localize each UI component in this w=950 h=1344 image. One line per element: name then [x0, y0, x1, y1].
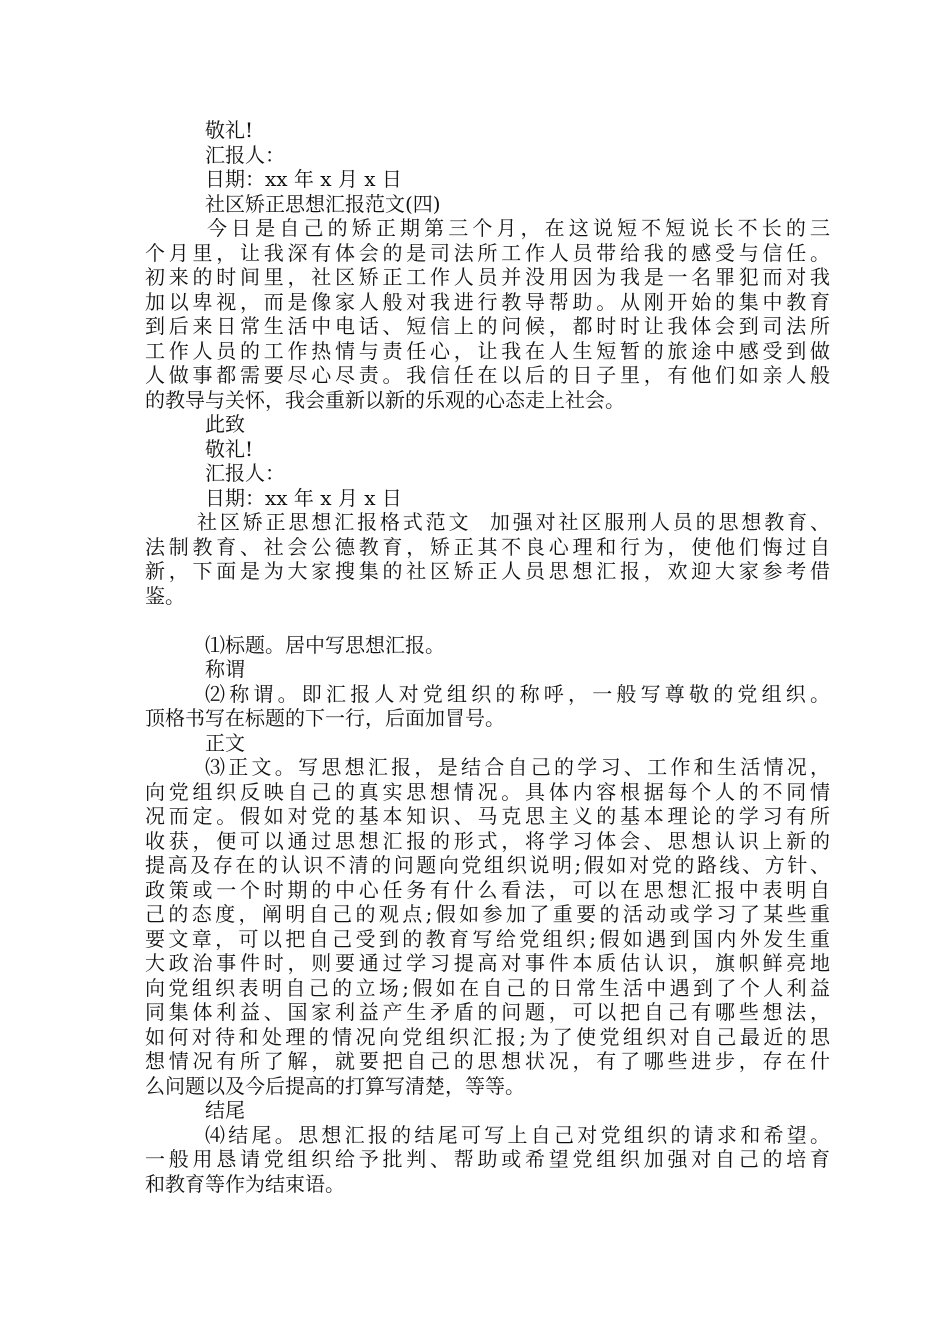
text-line: 的教导与关怀，我会重新以新的乐观的心态走上社会。 — [145, 387, 625, 412]
subheading: 称谓 — [205, 657, 245, 681]
text-line: 人做事都需要尽心尽责。我信任在以后的日子里，有他们如亲人般 — [145, 363, 830, 387]
text-line: 加以卑视，而是像家人般对我进行教导帮助。从刚开始的集中教育 — [145, 289, 830, 314]
text-line: 汇报人： — [205, 461, 285, 485]
text-line: 新，下面是为大家搜集的社区矫正人员思想汇报，欢迎大家参考借 — [145, 559, 830, 583]
text-line: 么问题以及今后提高的打算写清楚，等等。 — [145, 1073, 525, 1098]
text-line: 向党组织反映自己的真实思想情况。具体内容根据每个人的不同情 — [145, 779, 830, 804]
text-line: 今日是自己的矫正期第三个月，在这说短不短说长不长的三 — [207, 216, 830, 240]
subheading: 正文 — [205, 730, 245, 755]
text-line: 要文章，可以把自己受到的教育写给党组织;假如遇到国内外发生重 — [145, 926, 830, 951]
text-line: 如何对待和处理的情况向党组织汇报;为了使党组织对自己最近的思 — [145, 1024, 830, 1049]
text-line: 和教育等作为结束语。 — [145, 1171, 345, 1196]
text-line: 个月里，让我深有体会的是司法所工作人员带给我的感受与信任。 — [145, 240, 830, 265]
text-line: 鉴。 — [145, 583, 185, 608]
text-line: 法制教育、社会公德教育，矫正其不良心理和行为，使他们悔过自 — [145, 534, 830, 559]
text-line: 想情况有所了解，就要把自己的思想状况，有了哪些进步，存在什 — [145, 1049, 830, 1073]
blank-line — [145, 608, 830, 633]
section-title: 社区矫正思想汇报范文(四) — [205, 191, 441, 216]
text-line: 大政治事件时，则要通过学习提高对事件本质估认识，旗帜鲜亮地 — [145, 951, 830, 975]
text-line: 汇报人： — [205, 142, 285, 167]
text-line: 此致 — [205, 412, 245, 436]
text-line: 日期：xx 年 x 月 x 日 — [205, 485, 402, 510]
text-line: 到后来日常生活中电话、短信上的问候，都时时让我体会到司法所 — [145, 314, 830, 338]
list-item: ⑶正文。写思想汇报，是结合自己的学习、工作和生活情况， — [205, 755, 830, 779]
text-line: 己的态度，阐明自己的观点;假如参加了重要的活动或学习了某些重 — [145, 902, 830, 926]
text-line: 政策或一个时期的中心任务有什么看法，可以在思想汇报中表明自 — [145, 877, 830, 902]
text-line: 社区矫正思想汇报格式范文 加强对社区服刑人员的思想教育、 — [197, 510, 830, 534]
text-line: 况而定。假如对党的基本知识、马克思主义的基本理论的学习有所 — [145, 804, 830, 828]
text-line: 工作人员的工作热情与责任心，让我在人生短暂的旅途中感受到做 — [145, 338, 830, 363]
text-line: 初来的时间里，社区矫正工作人员并没用因为我是一名罪犯而对我 — [145, 265, 830, 289]
text-line: 提高及存在的认识不清的问题向党组织说明;假如对党的路线、方针、 — [145, 853, 830, 877]
text-line: 日期：xx 年 x 月 x 日 — [205, 167, 402, 191]
document-body — [145, 118, 830, 1196]
list-item: ⑷结尾。思想汇报的结尾可写上自己对党组织的请求和希望。 — [205, 1122, 830, 1147]
text-line: 一般用恳请党组织给予批判、帮助或希望党组织加强对自己的培育 — [145, 1147, 830, 1171]
text-line: 敬礼! — [205, 118, 254, 142]
list-item: ⑴标题。居中写思想汇报。 — [205, 632, 445, 657]
text-line: 顶格书写在标题的下一行，后面加冒号。 — [145, 706, 505, 730]
text-line: 收获，便可以通过思想汇报的形式，将学习体会、思想认识上新的 — [145, 828, 830, 853]
text-line: 敬礼! — [205, 436, 254, 461]
text-line: 向党组织表明自己的立场;假如在自己的日常生活中遇到了个人利益 — [145, 975, 830, 1000]
list-item: ⑵称谓。即汇报人对党组织的称呼，一般写尊敬的党组织。 — [205, 681, 830, 706]
text-line: 同集体利益、国家利益产生矛盾的问题，可以把自己有哪些想法， — [145, 1000, 830, 1024]
subheading: 结尾 — [205, 1098, 245, 1122]
